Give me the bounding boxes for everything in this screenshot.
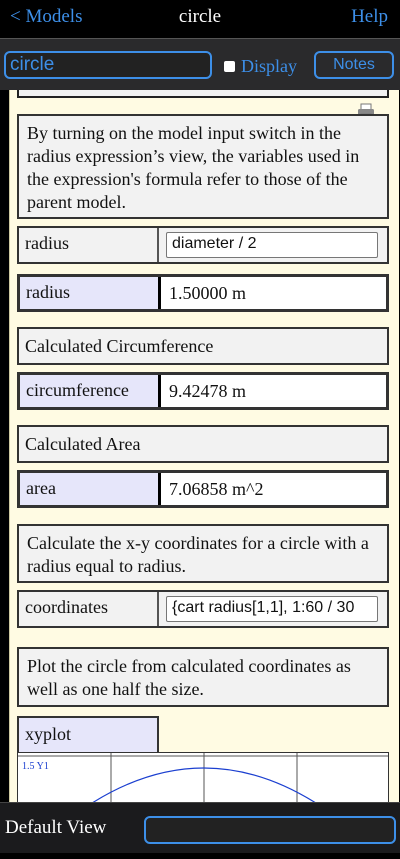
plot-note bbox=[17, 647, 389, 707]
model-name-field[interactable]: circle bbox=[4, 51, 212, 79]
radius-input-row bbox=[17, 226, 389, 264]
area-output-value: 7.06858 m^2 bbox=[158, 473, 386, 505]
model-toolbar bbox=[0, 38, 400, 90]
area-heading-text: Calculated Area bbox=[25, 434, 141, 454]
y-tick-label: 1.5 Y1 bbox=[22, 761, 49, 772]
xyplot-label[interactable]: xyplot bbox=[17, 716, 159, 754]
help-button[interactable]: Help bbox=[351, 6, 388, 27]
radius-output-row[interactable] bbox=[17, 274, 389, 312]
radius-note bbox=[17, 114, 389, 219]
xyplot-area[interactable] bbox=[17, 752, 389, 802]
display-checkbox[interactable] bbox=[224, 61, 235, 72]
notes-button[interactable]: Notes bbox=[314, 51, 394, 79]
area-output-row[interactable] bbox=[17, 470, 389, 508]
radius-note-text: By turning on the model input switch in the radius expression’s view, the variables used in the expression's formula refer to those of the parent model. bbox=[27, 123, 360, 212]
row-divider bbox=[157, 228, 159, 262]
radius-output-value: 1.50000 m bbox=[158, 277, 386, 309]
radius-output-label: radius bbox=[20, 277, 158, 309]
row-divider bbox=[157, 592, 159, 626]
plot-note-text: Plot the circle from calculated coordinates as well as one half the size. bbox=[27, 656, 351, 699]
circumference-output-value: 9.42478 m bbox=[158, 375, 386, 407]
coordinates-note-text: Calculate the x-y coordinates for a circle with a radius equal to radius. bbox=[27, 533, 369, 576]
circumference-output-label: circumference bbox=[20, 375, 158, 407]
bottom-bar bbox=[0, 802, 400, 859]
back-to-models-button[interactable]: < Models bbox=[10, 6, 83, 27]
radius-formula-field[interactable]: diameter / 2 bbox=[166, 232, 378, 258]
circumference-heading bbox=[17, 327, 389, 365]
model-content[interactable] bbox=[9, 90, 399, 802]
xyplot-canvas bbox=[18, 753, 388, 802]
coordinates-note bbox=[17, 524, 389, 583]
display-label: Display bbox=[241, 56, 297, 76]
previous-section bbox=[17, 90, 389, 98]
navigation-bar bbox=[0, 0, 400, 38]
area-output-label: area bbox=[20, 473, 158, 505]
default-view-label: Default View bbox=[5, 817, 107, 838]
coordinates-input-row bbox=[17, 590, 389, 628]
radius-input-label: radius bbox=[25, 233, 69, 253]
home-indicator bbox=[0, 853, 400, 859]
page-title: circle bbox=[178, 6, 222, 27]
coordinates-formula-field[interactable]: {cart radius[1,1], 1:60 / 30 bbox=[166, 596, 378, 622]
display-toggle[interactable] bbox=[224, 56, 297, 77]
circumference-output-row[interactable] bbox=[17, 372, 389, 410]
area-heading bbox=[17, 425, 389, 463]
default-view-field[interactable] bbox=[144, 816, 396, 844]
coordinates-input-label: coordinates bbox=[25, 597, 108, 617]
circumference-heading-text: Calculated Circumference bbox=[25, 336, 214, 356]
